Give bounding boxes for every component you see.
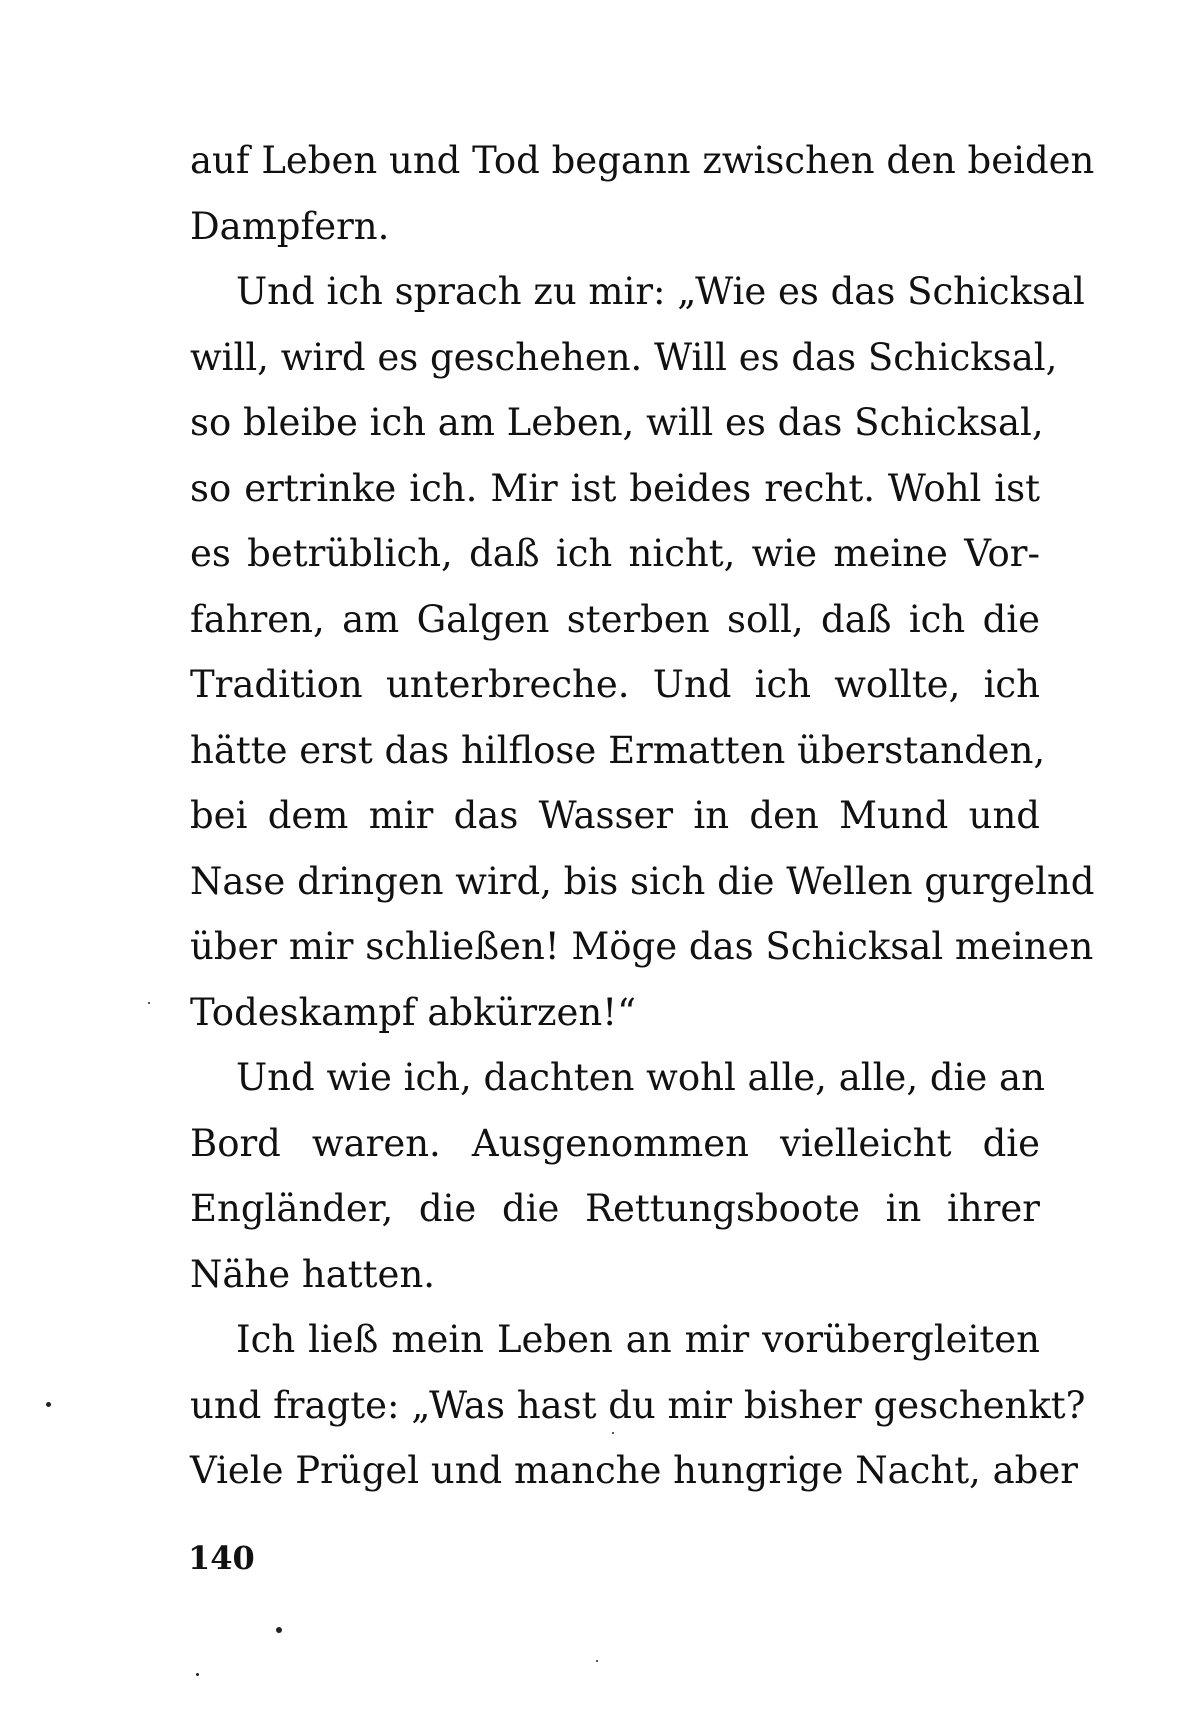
scan-speck [276,1627,282,1633]
text-line: Viele Prügel und manche hungrige Nacht, aber [190,1449,1078,1492]
text-line: bei dem mir das Wasser in den Mund und [190,794,1040,837]
text-line: fahren, am Galgen sterben soll, daß ich die [190,597,1040,641]
text-line: Ich ließ mein Leben an mir vorübergleiten [236,1318,1040,1361]
scan-speck [148,1002,150,1004]
text-line: Nase dringen wird, bis sich die Wellen gurgelnd [190,859,1095,903]
scan-speck [196,1673,199,1676]
text-line: und fragte: „Was hast du mir bisher geschenkt? [190,1383,1086,1427]
text-line: Todeskampf abkürzen!“ [190,990,637,1034]
text-line: es betrüblich, daß ich nicht, wie meine Vor- [190,532,1040,575]
text-line: so bleibe ich am Leben, will es das Schicksal, [190,401,1044,444]
scan-speck [612,1432,614,1434]
text-line: hätte erst das hilflose Ermatten überstanden, [190,728,1046,772]
scan-speck [46,1402,51,1407]
text-line: Dampfern. [190,204,390,248]
text-line: Bord waren. Ausgenommen vielleicht die [190,1121,1040,1165]
text-line: auf Leben und Tod begann zwischen den beiden [190,139,1095,182]
text-line: will, wird es geschehen. Will es das Schicksal, [190,335,1058,379]
text-line: Und wie ich, dachten wohl alle, alle, die an [236,1056,1045,1099]
text-line: Engländer, die die Rettungsboote in ihrer [190,1187,1040,1230]
text-line: Nähe hatten. [190,1252,436,1296]
text-line: so ertrinke ich. Mir ist beides recht. Wohl ist [190,466,1040,510]
scan-speck [596,1660,598,1662]
page-number: 140 [188,1539,255,1577]
body-text [190,128,1095,1504]
text-line: Tradition unterbreche. Und ich wollte, ich [190,663,1040,706]
text-line: über mir schließen! Möge das Schicksal meinen [190,925,1094,968]
text-line: Und ich sprach zu mir: „Wie es das Schicksal [236,270,1085,313]
